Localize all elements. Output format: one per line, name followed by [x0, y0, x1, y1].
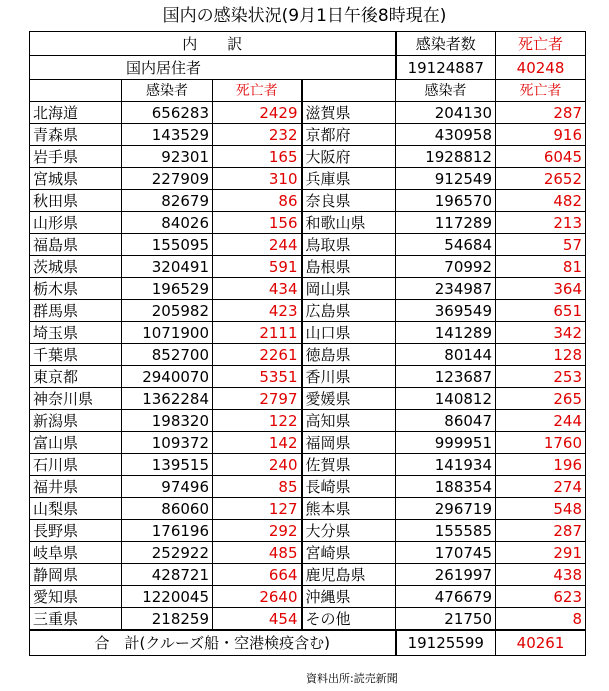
- table-row: [30, 278, 586, 300]
- death-count: 485: [213, 542, 302, 564]
- death-count: 86: [213, 190, 302, 212]
- table-row: [30, 234, 586, 256]
- death-count: 127: [213, 498, 302, 520]
- table-row: [30, 256, 586, 278]
- prefecture-name: 千葉県: [30, 344, 122, 366]
- infected-count: 84026: [122, 212, 213, 234]
- prefecture-name: 群馬県: [30, 300, 122, 322]
- infected-count: 369549: [396, 300, 496, 322]
- death-count: 213: [496, 212, 586, 234]
- death-count: 244: [213, 234, 302, 256]
- prefecture-name: 宮城県: [30, 168, 122, 190]
- infected-count: 109372: [122, 432, 213, 454]
- death-count: 423: [213, 300, 302, 322]
- infected-count: 170745: [396, 542, 496, 564]
- page-title: 国内の感染状況(9月1日午後8時現在): [162, 6, 447, 26]
- prefecture-name: 広島県: [302, 300, 396, 322]
- infected-count: 176196: [122, 520, 213, 542]
- infected-count: 188354: [396, 476, 496, 498]
- death-count: 664: [213, 564, 302, 586]
- prefecture-name: 神奈川県: [30, 388, 122, 410]
- prefecture-name: 熊本県: [302, 498, 396, 520]
- prefecture-name: 兵庫県: [302, 168, 396, 190]
- col-infected-right: 感染者: [396, 80, 496, 102]
- infected-count: 198320: [122, 410, 213, 432]
- death-count: 196: [496, 454, 586, 476]
- total-label: 合 計(クルーズ船・空港検疫含む): [30, 630, 396, 656]
- prefecture-name: 奈良県: [302, 190, 396, 212]
- prefecture-name: 静岡県: [30, 564, 122, 586]
- infected-count: 234987: [396, 278, 496, 300]
- death-count: 454: [213, 608, 302, 631]
- prefecture-name: 岩手県: [30, 146, 122, 168]
- infected-count: 252922: [122, 542, 213, 564]
- prefecture-name: 沖縄県: [302, 586, 396, 608]
- death-count: 1760: [496, 432, 586, 454]
- death-count: 265: [496, 388, 586, 410]
- death-count: 591: [213, 256, 302, 278]
- table-row: [30, 190, 586, 212]
- infected-count: 140812: [396, 388, 496, 410]
- source-note: 資料出所:読売新聞: [306, 672, 398, 685]
- death-count: 364: [496, 278, 586, 300]
- death-count: 438: [496, 564, 586, 586]
- prefecture-name: 石川県: [30, 454, 122, 476]
- prefecture-name: 鳥取県: [302, 234, 396, 256]
- column-header-row: [30, 80, 586, 102]
- prefecture-name: 香川県: [302, 366, 396, 388]
- residents-deaths: 40248: [496, 56, 586, 80]
- prefecture-name: 佐賀県: [302, 454, 396, 476]
- death-count: 57: [496, 234, 586, 256]
- table-row: [30, 300, 586, 322]
- infected-count: 80144: [396, 344, 496, 366]
- death-count: 253: [496, 366, 586, 388]
- prefecture-name: 愛媛県: [302, 388, 396, 410]
- death-count: 291: [496, 542, 586, 564]
- table-row: [30, 344, 586, 366]
- table-row: [30, 146, 586, 168]
- table-row: [30, 124, 586, 146]
- death-count: 651: [496, 300, 586, 322]
- death-count: 2261: [213, 344, 302, 366]
- prefecture-name: 福島県: [30, 234, 122, 256]
- infected-count: 117289: [396, 212, 496, 234]
- death-count: 85: [213, 476, 302, 498]
- infected-count: 196529: [122, 278, 213, 300]
- breakdown-header: 内 訳: [30, 32, 396, 56]
- residents-label: 国内居住者: [30, 56, 396, 80]
- infected-count: 476679: [396, 586, 496, 608]
- infected-count: 656283: [122, 102, 213, 124]
- prefecture-name: 青森県: [30, 124, 122, 146]
- infected-count: 141934: [396, 454, 496, 476]
- infected-count: 70992: [396, 256, 496, 278]
- infected-count: 430958: [396, 124, 496, 146]
- prefecture-name: 和歌山県: [302, 212, 396, 234]
- prefecture-name: 大阪府: [302, 146, 396, 168]
- death-count: 2111: [213, 322, 302, 344]
- death-count: 6045: [496, 146, 586, 168]
- death-count: 142: [213, 432, 302, 454]
- prefecture-name: 東京都: [30, 366, 122, 388]
- death-count: 342: [496, 322, 586, 344]
- death-count: 2652: [496, 168, 586, 190]
- infected-count: 82679: [122, 190, 213, 212]
- death-count: 81: [496, 256, 586, 278]
- prefecture-name: 北海道: [30, 102, 122, 124]
- death-count: 232: [213, 124, 302, 146]
- infection-table: [29, 31, 586, 656]
- death-count: 548: [496, 498, 586, 520]
- infected-count: 54684: [396, 234, 496, 256]
- prefecture-name: 山口県: [302, 322, 396, 344]
- prefecture-name: 栃木県: [30, 278, 122, 300]
- infected-count: 261997: [396, 564, 496, 586]
- prefecture-name: 岡山県: [302, 278, 396, 300]
- prefecture-name: 島根県: [302, 256, 396, 278]
- prefecture-name: 三重県: [30, 608, 122, 631]
- death-count: 128: [496, 344, 586, 366]
- header-row: [30, 32, 586, 56]
- infected-count: 1071900: [122, 322, 213, 344]
- death-count: 434: [213, 278, 302, 300]
- col-infected-left: 感染者: [122, 80, 213, 102]
- table-row: [30, 586, 586, 608]
- prefecture-name: 富山県: [30, 432, 122, 454]
- prefecture-name: 鹿児島県: [302, 564, 396, 586]
- death-count: 2797: [213, 388, 302, 410]
- table-row: [30, 564, 586, 586]
- infected-count: 218259: [122, 608, 213, 631]
- death-count: 916: [496, 124, 586, 146]
- prefecture-name: 徳島県: [302, 344, 396, 366]
- table-row: [30, 168, 586, 190]
- infected-count: 1928812: [396, 146, 496, 168]
- prefecture-name: 福井県: [30, 476, 122, 498]
- infected-count: 123687: [396, 366, 496, 388]
- infected-count: 296719: [396, 498, 496, 520]
- death-count: 623: [496, 586, 586, 608]
- total-row: [30, 630, 586, 656]
- death-count: 287: [496, 102, 586, 124]
- infected-count: 196570: [396, 190, 496, 212]
- infected-count: 155095: [122, 234, 213, 256]
- infected-count: 97496: [122, 476, 213, 498]
- table-row: [30, 388, 586, 410]
- infected-count: 320491: [122, 256, 213, 278]
- death-count: 244: [496, 410, 586, 432]
- infected-count: 912549: [396, 168, 496, 190]
- table-row: [30, 520, 586, 542]
- infected-count: 204130: [396, 102, 496, 124]
- prefecture-name: 滋賀県: [302, 102, 396, 124]
- infected-count: 227909: [122, 168, 213, 190]
- infected-count: 852700: [122, 344, 213, 366]
- residents-row: [30, 56, 586, 80]
- death-count: 482: [496, 190, 586, 212]
- death-count: 165: [213, 146, 302, 168]
- prefecture-name: 茨城県: [30, 256, 122, 278]
- table-row: [30, 608, 586, 631]
- prefecture-name: 愛知県: [30, 586, 122, 608]
- table-row: [30, 476, 586, 498]
- prefecture-name: 宮崎県: [302, 542, 396, 564]
- table-row: [30, 410, 586, 432]
- infected-count: 999951: [396, 432, 496, 454]
- prefecture-name: 岐阜県: [30, 542, 122, 564]
- infected-count: 141289: [396, 322, 496, 344]
- infected-count: 86047: [396, 410, 496, 432]
- infected-count: 139515: [122, 454, 213, 476]
- death-count: 240: [213, 454, 302, 476]
- table-row: [30, 366, 586, 388]
- table-row: [30, 322, 586, 344]
- prefecture-name: 大分県: [302, 520, 396, 542]
- infected-count: 143529: [122, 124, 213, 146]
- prefecture-name: 山形県: [30, 212, 122, 234]
- infected-count: 1220045: [122, 586, 213, 608]
- death-count: 156: [213, 212, 302, 234]
- residents-infected: 19124887: [396, 56, 496, 80]
- infected-count: 86060: [122, 498, 213, 520]
- prefecture-name: 長野県: [30, 520, 122, 542]
- table-row: [30, 542, 586, 564]
- prefecture-name: 長崎県: [302, 476, 396, 498]
- table-row: [30, 212, 586, 234]
- death-count: 2429: [213, 102, 302, 124]
- death-count: 2640: [213, 586, 302, 608]
- prefecture-name: 高知県: [302, 410, 396, 432]
- table-row: [30, 498, 586, 520]
- death-count: 292: [213, 520, 302, 542]
- prefecture-name: 埼玉県: [30, 322, 122, 344]
- prefecture-name: 秋田県: [30, 190, 122, 212]
- death-count: 274: [496, 476, 586, 498]
- infected-count: 1362284: [122, 388, 213, 410]
- prefecture-name: 新潟県: [30, 410, 122, 432]
- infected-count: 205982: [122, 300, 213, 322]
- col-deaths-right: 死亡者: [496, 80, 586, 102]
- infected-header: 感染者数: [396, 32, 496, 56]
- infected-count: 92301: [122, 146, 213, 168]
- death-count: 310: [213, 168, 302, 190]
- col-deaths-left: 死亡者: [213, 80, 302, 102]
- infected-count: 155585: [396, 520, 496, 542]
- deaths-header: 死亡者: [496, 32, 586, 56]
- prefecture-name: 山梨県: [30, 498, 122, 520]
- table-row: [30, 432, 586, 454]
- death-count: 287: [496, 520, 586, 542]
- table-row: [30, 454, 586, 476]
- prefecture-name: 福岡県: [302, 432, 396, 454]
- prefecture-name: その他: [302, 608, 396, 631]
- infected-count: 2940070: [122, 366, 213, 388]
- death-count: 8: [496, 608, 586, 631]
- infected-count: 21750: [396, 608, 496, 631]
- prefecture-name: 京都府: [302, 124, 396, 146]
- death-count: 122: [213, 410, 302, 432]
- table-row: [30, 102, 586, 124]
- death-count: 5351: [213, 366, 302, 388]
- infected-count: 428721: [122, 564, 213, 586]
- total-deaths: 40261: [496, 630, 586, 656]
- total-infected: 19125599: [396, 630, 496, 656]
